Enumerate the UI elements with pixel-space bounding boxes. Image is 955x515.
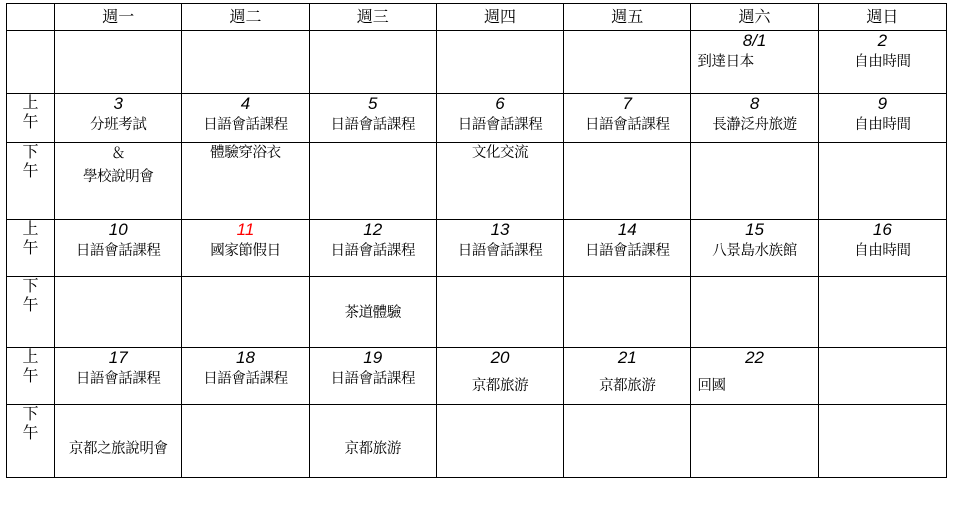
day-cell — [818, 94, 946, 143]
day-cell — [818, 405, 946, 478]
period-label-char-2: 午 — [22, 297, 39, 314]
day-cell — [309, 405, 436, 478]
event-label: 日語會話課程 — [330, 117, 416, 133]
day-number: 20 — [490, 348, 510, 367]
day-cell — [309, 143, 436, 220]
event-label: 京都旅游 — [344, 441, 401, 457]
day-cell — [182, 220, 309, 277]
day-cell — [182, 277, 309, 348]
day-cell — [182, 94, 309, 143]
period-label-char-2: 午 — [22, 368, 39, 385]
event-label: 到達日本 — [697, 54, 754, 70]
day-cell — [436, 220, 563, 277]
period-label-afternoon — [7, 143, 55, 220]
day-cell — [55, 277, 182, 348]
day-cell — [436, 405, 563, 478]
day-cell — [564, 31, 691, 94]
day-number: 16 — [872, 220, 892, 239]
event-label: 日語會話課程 — [330, 371, 416, 387]
week-row-2-morning — [7, 94, 947, 143]
event-label: 日語會話課程 — [584, 243, 670, 259]
period-label-char-1: 下 — [22, 278, 39, 295]
schedule-table — [6, 3, 947, 478]
event-label: 八景島水族館 — [712, 243, 797, 259]
day-number: 21 — [617, 348, 637, 367]
event-label: 日語會話課程 — [457, 243, 543, 259]
day-number: 13 — [490, 220, 510, 239]
event-label: 日語會話課程 — [75, 371, 161, 387]
period-label-char-1: 下 — [22, 144, 39, 161]
day-number: 15 — [745, 220, 765, 239]
weekday-header-sun: 週日 — [818, 4, 946, 31]
event-label: 國家節假日 — [210, 243, 281, 259]
period-label-afternoon — [7, 405, 55, 478]
day-cell — [309, 277, 436, 348]
day-cell — [818, 143, 946, 220]
event-label: 體驗穿浴衣 — [210, 145, 281, 161]
day-number: 3 — [113, 94, 123, 113]
day-cell — [564, 277, 691, 348]
event-label: 回國 — [697, 378, 726, 394]
period-label-char-1: 上 — [22, 95, 39, 112]
period-label-char-1: 上 — [22, 349, 39, 366]
week-row-2-afternoon — [7, 143, 947, 220]
day-cell — [55, 348, 182, 405]
period-label-morning — [7, 348, 55, 405]
day-cell — [309, 220, 436, 277]
day-cell — [564, 405, 691, 478]
weekday-header-tue: 週二 — [182, 4, 309, 31]
event-label: 京都旅游 — [471, 378, 529, 394]
event-label: 茶道體驗 — [344, 305, 401, 321]
event-label: 日語會話課程 — [330, 243, 416, 259]
event-label: 日語會話課程 — [203, 371, 288, 387]
day-number: 4 — [240, 94, 251, 113]
day-cell — [182, 405, 309, 478]
day-cell — [309, 94, 436, 143]
day-cell — [564, 220, 691, 277]
day-cell — [436, 31, 563, 94]
day-number: 5 — [368, 94, 378, 113]
day-cell — [55, 31, 182, 94]
week-row-1 — [7, 31, 947, 94]
day-cell — [182, 143, 309, 220]
period-label-char-2: 午 — [22, 425, 39, 442]
day-cell — [436, 94, 563, 143]
period-label-char-1: 上 — [22, 221, 39, 238]
week-row-3-morning — [7, 220, 947, 277]
day-cell — [564, 143, 691, 220]
day-cell — [818, 220, 946, 277]
weekday-header-mon: 週一 — [55, 4, 182, 31]
day-number: 18 — [236, 348, 255, 367]
day-cell — [309, 31, 436, 94]
day-number: 6 — [495, 94, 505, 113]
day-number: 9 — [877, 94, 888, 113]
event-label: ＆ — [111, 146, 126, 162]
event-label: 學校說明會 — [82, 169, 154, 185]
week-row-3-afternoon — [7, 277, 947, 348]
day-number: 10 — [108, 220, 128, 239]
period-label-morning — [7, 94, 55, 143]
event-label: 自由時間 — [854, 54, 911, 70]
header-corner — [7, 4, 55, 31]
day-cell — [436, 348, 563, 405]
day-number: 22 — [745, 348, 765, 367]
day-number: 7 — [622, 94, 633, 113]
event-label: 京都旅游 — [599, 378, 656, 394]
day-cell — [564, 94, 691, 143]
period-label-afternoon — [7, 277, 55, 348]
period-label-morning — [7, 220, 55, 277]
event-label: 自由時間 — [854, 117, 911, 133]
day-cell — [55, 220, 182, 277]
event-label: 長瀞泛舟旅遊 — [712, 117, 797, 133]
event-label: 自由時間 — [854, 243, 911, 259]
table-header-row — [7, 4, 947, 31]
day-cell — [691, 143, 818, 220]
week-row-4-morning — [7, 348, 947, 405]
day-cell — [55, 143, 182, 220]
event-label: 京都之旅說明會 — [68, 441, 168, 457]
weekday-header-fri: 週五 — [564, 4, 691, 31]
day-cell — [309, 348, 436, 405]
day-number: 8 — [749, 94, 760, 113]
event-label: 分班考試 — [90, 117, 147, 133]
day-cell — [691, 94, 818, 143]
day-number: 17 — [108, 348, 128, 367]
day-number: 19 — [363, 348, 383, 367]
day-cell — [818, 277, 946, 348]
day-cell — [55, 94, 182, 143]
day-number: 14 — [617, 220, 637, 239]
event-label: 日語會話課程 — [75, 243, 161, 259]
day-cell — [691, 220, 818, 277]
event-label: 日語會話課程 — [203, 117, 288, 133]
weekday-header-thu: 週四 — [436, 4, 563, 31]
day-cell — [182, 31, 309, 94]
weekday-header-sat: 週六 — [691, 4, 818, 31]
day-cell — [564, 348, 691, 405]
day-cell — [691, 31, 818, 94]
day-number: 11 — [236, 220, 255, 239]
event-label: 文化交流 — [471, 145, 529, 161]
day-cell — [436, 277, 563, 348]
event-label: 日語會話課程 — [584, 117, 670, 133]
weekday-header-wed: 週三 — [309, 4, 436, 31]
period-label-char-2: 午 — [22, 163, 39, 180]
period-label-char-2: 午 — [22, 114, 39, 131]
day-cell — [818, 348, 946, 405]
day-cell — [182, 348, 309, 405]
day-cell — [691, 348, 818, 405]
period-label-char-2: 午 — [22, 240, 39, 257]
day-number: 2 — [877, 31, 888, 50]
week-row-4-afternoon — [7, 405, 947, 478]
period-label-empty-1 — [7, 31, 55, 94]
day-cell — [436, 143, 563, 220]
day-number: 8/1 — [742, 31, 767, 50]
period-label-char-1: 下 — [22, 406, 39, 423]
day-cell — [818, 31, 946, 94]
day-cell — [55, 405, 182, 478]
day-cell — [691, 277, 818, 348]
event-label: 日語會話課程 — [457, 117, 543, 133]
day-number: 12 — [363, 220, 383, 239]
day-cell — [691, 405, 818, 478]
